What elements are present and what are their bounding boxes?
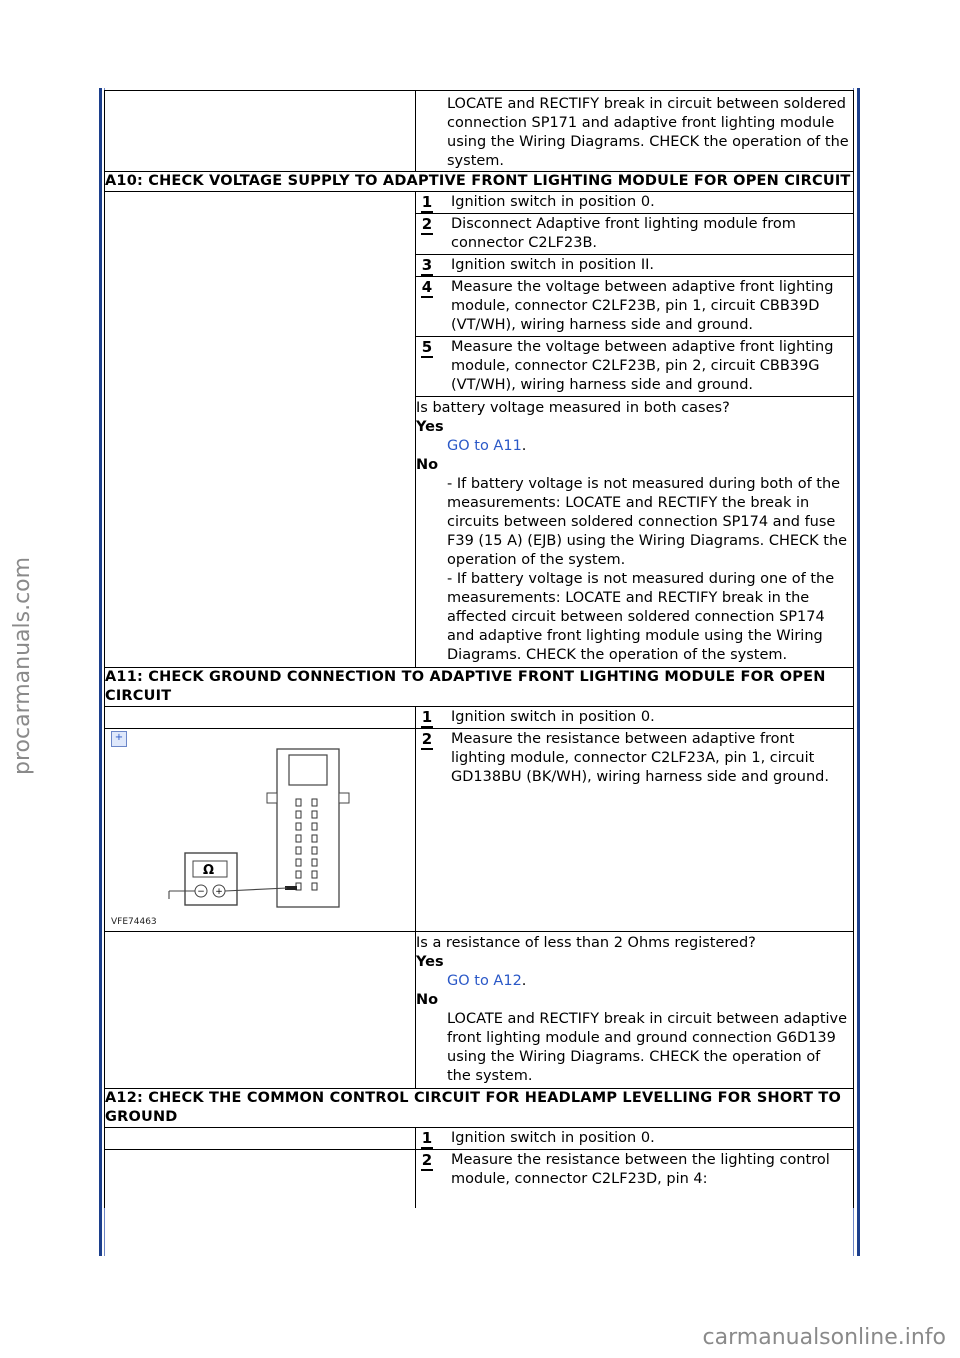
step-number: 1: [421, 1129, 433, 1147]
a11-no-text: LOCATE and RECTIFY break in circuit between adaptive front lighting module and ground connection G6D139 using the Wiring Diagrams. CHECK the operation of the system.: [447, 1011, 848, 1084]
a10-no-text-2: - If battery voltage is not measured during one of the measurements: LOCATE and RECTIFY break in the affected circuit between soldered connection SP174 and adaptive front lighting module using the Wiring Diagrams. CHECK the operation of the system.: [447, 571, 835, 663]
intro-text: LOCATE and RECTIFY break in circuit between soldered connection SP171 and adaptive front lighting module using the Wiring Diagrams. CHECK the operation of the system.: [447, 96, 849, 169]
connector-diagram: [109, 731, 409, 931]
yes-label: Yes: [416, 954, 444, 970]
step-number: 1: [421, 708, 433, 726]
a12-step-2: [416, 1150, 854, 1209]
empty-cell: [105, 91, 416, 172]
step-number: 2: [421, 730, 433, 748]
no-label: No: [416, 457, 439, 473]
a11-step-1: [416, 707, 854, 729]
a10-no-text-1: - If battery voltage is not measured during both of the measurements: LOCATE and RECTIFY the break in circuits between soldered connection SP174 and fuse F39 (15 A) (EJB) using the Wiring Diagrams. CHECK the operation of the system.: [447, 476, 848, 568]
step-text: Ignition switch in position 0.: [451, 709, 655, 725]
a11-step-2: [416, 729, 854, 932]
page-frame-left: [99, 88, 102, 1256]
page-frame-right: [857, 88, 860, 1256]
a10-step-1: [416, 192, 854, 214]
a10-title: A10: CHECK VOLTAGE SUPPLY TO ADAPTIVE FRONT LIGHTING MODULE FOR OPEN CIRCUIT: [105, 172, 854, 192]
svg-text:−: −: [197, 887, 205, 897]
a10-step-2: [416, 214, 854, 255]
step-number: 4: [421, 278, 433, 296]
a11-answer-cell: Is a resistance of less than 2 Ohms registered? Yes GO to A12. No LOCATE and RECTIFY break in circuit between adaptive front lighting module and ground connection G6D139 using the Wiring Diagrams. CHECK the operation of the system.: [416, 932, 854, 1089]
go-to-a11-link[interactable]: GO to A11: [447, 438, 522, 454]
connector-tab-right: [339, 793, 349, 803]
yes-label: Yes: [416, 419, 444, 435]
watermark-bottom: carmanualsonline.info: [702, 1325, 946, 1350]
connector-tab-left: [267, 793, 277, 803]
a12-left-empty: [105, 1128, 416, 1150]
a11-question: Is a resistance of less than 2 Ohms registered?: [416, 935, 756, 951]
svg-text:+: +: [215, 887, 223, 897]
no-label: No: [416, 992, 439, 1008]
watermark-left: procarmanuals.com: [10, 556, 35, 775]
ohm-symbol: Ω: [203, 863, 215, 878]
step-text: Measure the resistance between adaptive front lighting module, connector C2LF23A, pin 1, circuit GD138BU (BK/WH), wiring harness side and ground.: [451, 731, 829, 785]
a10-left-cell: [105, 192, 416, 668]
a10-question: Is battery voltage measured in both cases?: [416, 400, 730, 416]
a12-title: A12: CHECK THE COMMON CONTROL CIRCUIT FOR HEADLAMP LEVELLING FOR SHORT TO GROUND: [105, 1089, 854, 1128]
a10-step-4: [416, 277, 854, 337]
diagnostic-table: [104, 90, 854, 1208]
step-text: Ignition switch in position 0.: [451, 194, 655, 210]
figure-caption: VFE74463: [111, 917, 157, 927]
go-to-a12-link[interactable]: GO to A12: [447, 973, 522, 989]
a12-step-1: [416, 1128, 854, 1150]
step-number: 2: [421, 215, 433, 233]
a11-left-empty: [105, 707, 416, 729]
step-number: 2: [421, 1151, 433, 1169]
a12-left-cell: [105, 1150, 416, 1209]
connector-latch: [289, 755, 327, 785]
step-text: Ignition switch in position II.: [451, 257, 655, 273]
intro-cell: [416, 91, 854, 172]
a11-figure-cell: [105, 729, 416, 932]
step-text: Measure the voltage between adaptive front lighting module, connector C2LF23B, pin 1, circuit CBB39D (VT/WH), wiring harness side and ground.: [451, 279, 834, 333]
a10-step-3: [416, 255, 854, 277]
step-text: Ignition switch in position 0.: [451, 1130, 655, 1146]
step-text: Measure the voltage between adaptive front lighting module, connector C2LF23B, pin 2, circuit CBB39G (VT/WH), wiring harness side and ground.: [451, 339, 834, 393]
step-text: Disconnect Adaptive front lighting module from connector C2LF23B.: [451, 216, 796, 251]
step-number: 3: [421, 256, 433, 274]
a11-answer-left: [105, 932, 416, 1089]
zoom-icon[interactable]: +: [111, 731, 127, 747]
step-text: Measure the resistance between the lighting control module, connector C2LF23D, pin 4:: [451, 1152, 830, 1187]
step-number: 1: [421, 193, 433, 211]
step-number: 5: [421, 338, 433, 356]
a10-step-5: [416, 337, 854, 397]
a10-answer-cell: Is battery voltage measured in both cases? Yes GO to A11. No - If battery voltage is not measured during both of the measurements: LOCATE and RECTIFY the break in circuits between soldered connection SP174 and fuse F39 (15 A) (EJB) using the Wiring Diagrams. CHECK the operation of the system. - If battery voltage is not measured during one of the measurements: LOCATE and RECTIFY break in the affected circuit between soldered connection SP174 and adaptive front lighting module using the Wiring Diagrams. CHECK the operation of the system.: [416, 397, 854, 668]
a11-title: A11: CHECK GROUND CONNECTION TO ADAPTIVE FRONT LIGHTING MODULE FOR OPEN CIRCUIT: [105, 668, 854, 707]
